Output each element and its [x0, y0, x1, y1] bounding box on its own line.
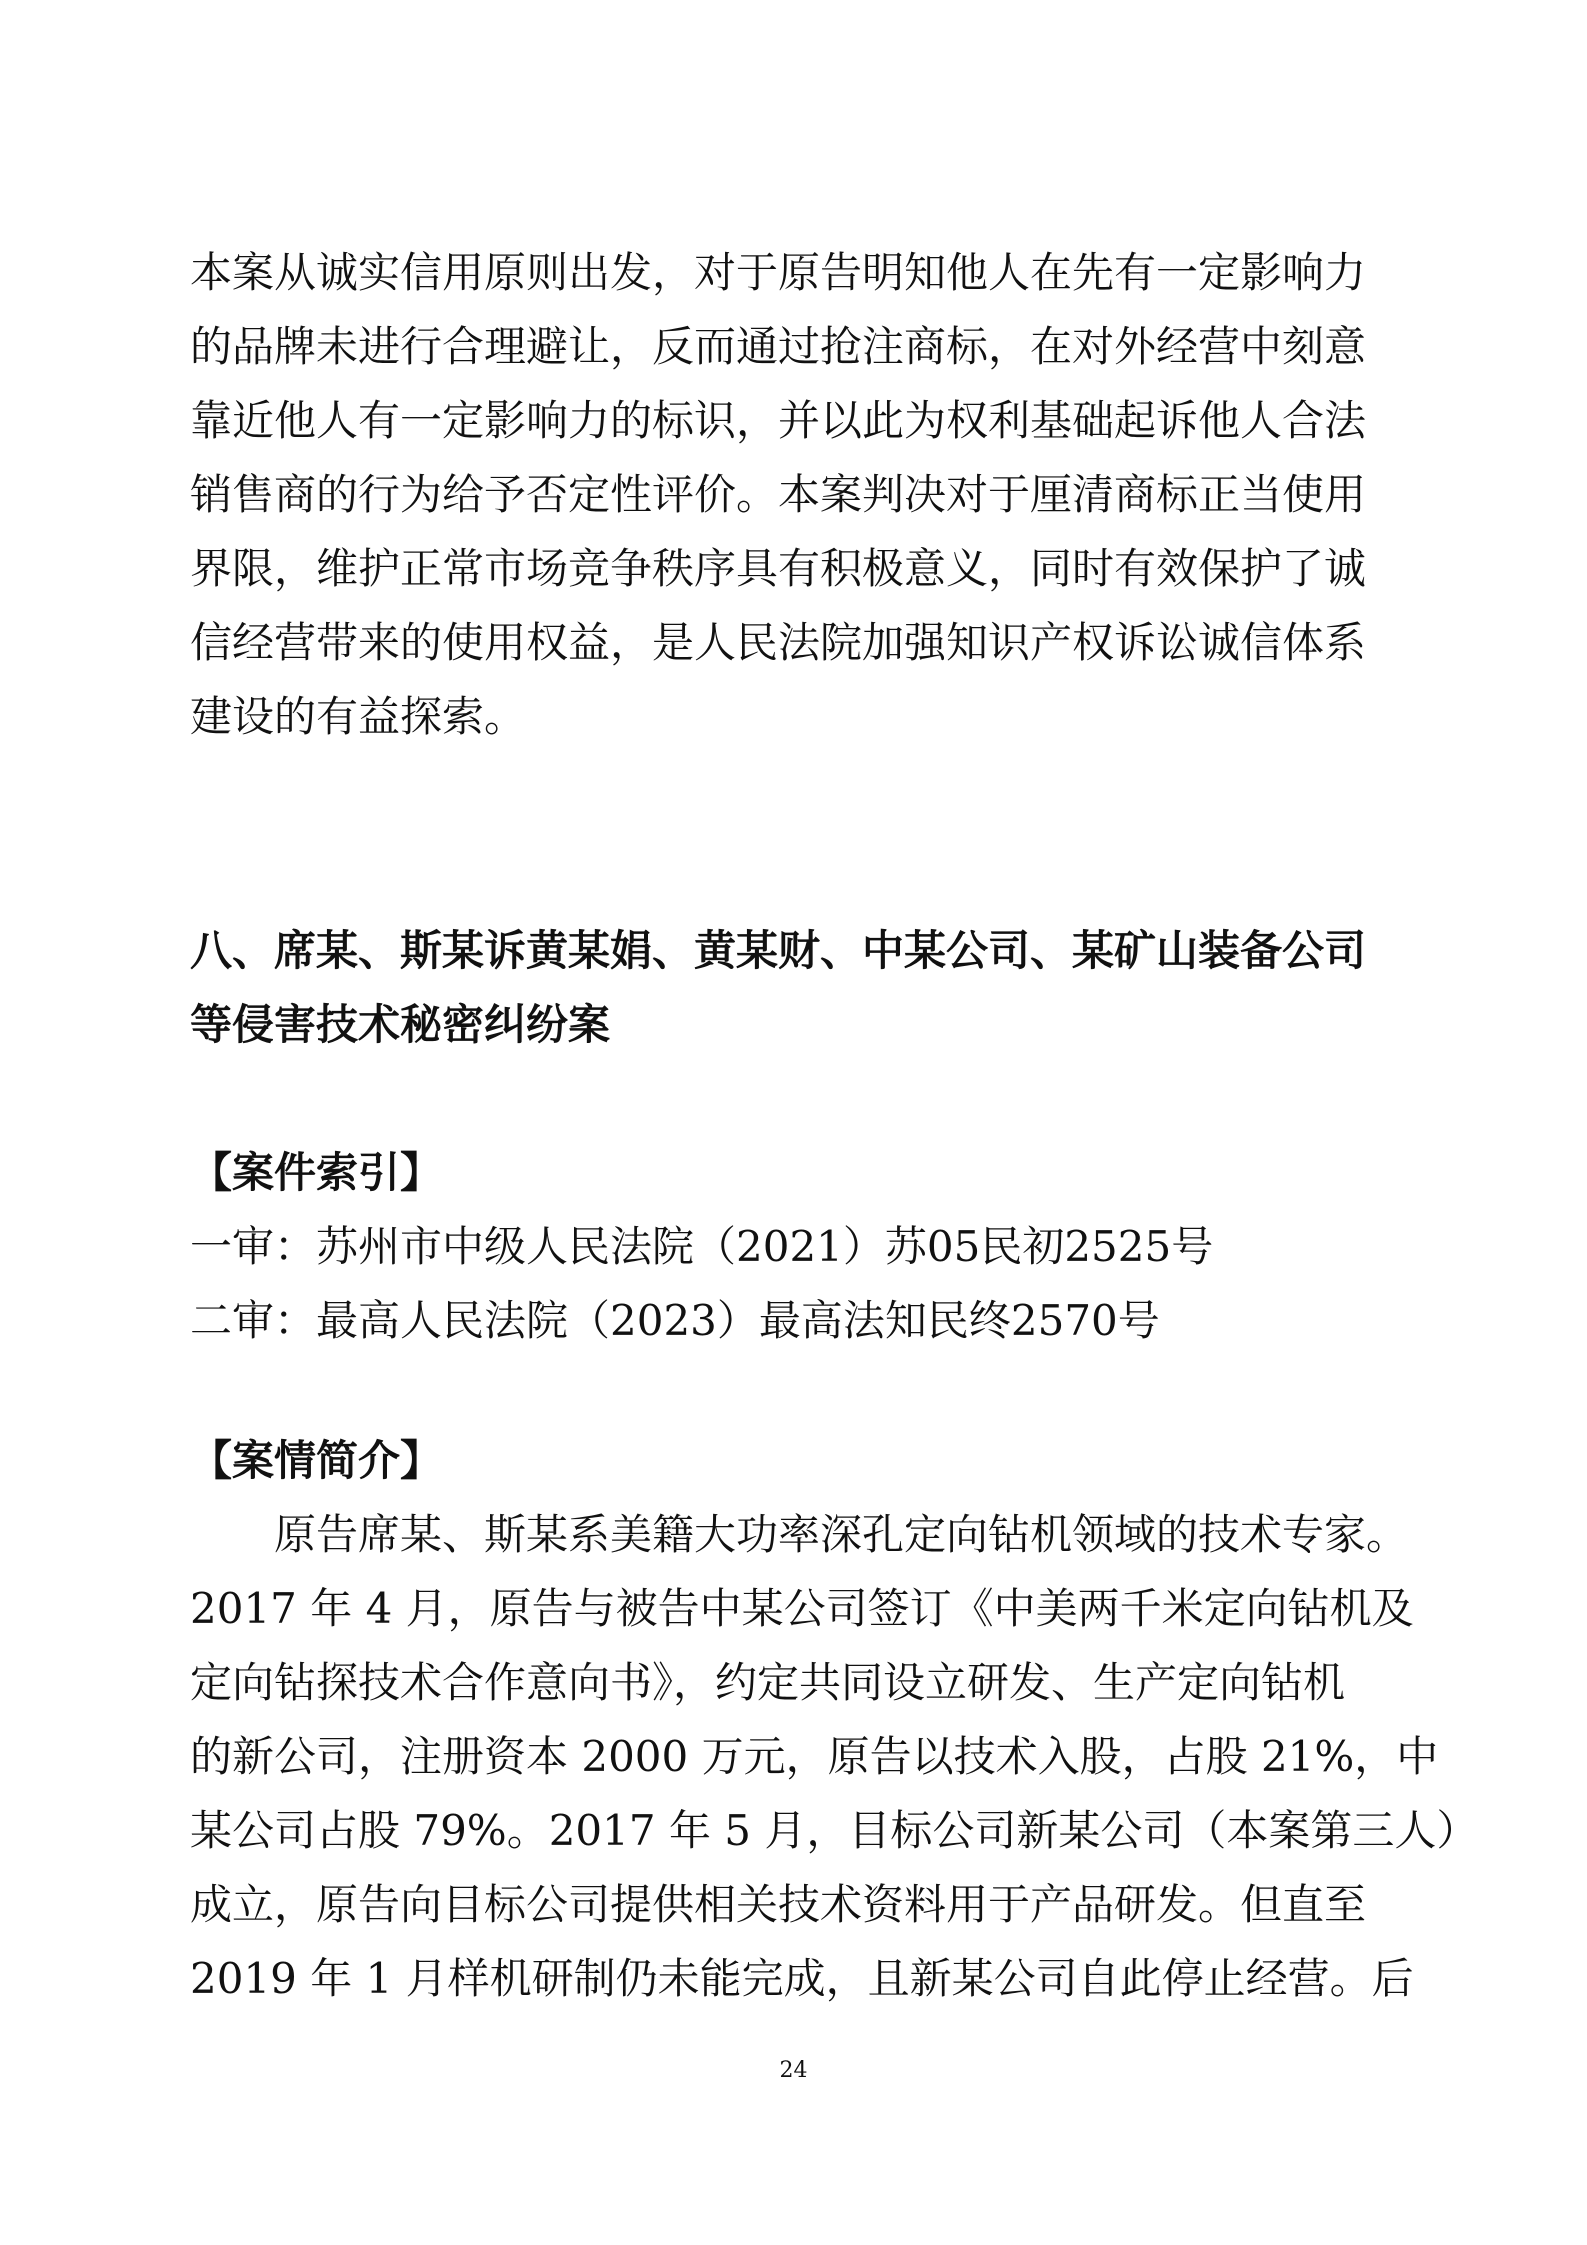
- summary-line-7: 2019 年 1 月样机研制仍未能完成，且新某公司自此停止经营。后: [190, 1954, 1414, 2003]
- case-summary-heading: 【案情简介】: [190, 1436, 443, 1485]
- intro-line-2: 的品牌未进行合理避让，反而通过抢注商标，在对外经营中刻意: [190, 322, 1367, 371]
- summary-line-4: 的新公司，注册资本 2000 万元，原告以技术入股，占股 21%，中: [190, 1732, 1439, 1781]
- section-title-line-2: 等侵害技术秘密纠纷案: [190, 1000, 611, 1049]
- first-instance-line: 一审：苏州市中级人民法院（2021）苏05民初2525号: [190, 1222, 1214, 1271]
- intro-line-7: 建设的有益探索。: [190, 692, 527, 741]
- section-title-line-1: 八、席某、斯某诉黄某娟、黄某财、中某公司、某矿山装备公司: [190, 926, 1367, 975]
- second-instance-line: 二审：最高人民法院（2023）最高法知民终2570号: [190, 1296, 1160, 1345]
- summary-line-2: 2017 年 4 月，原告与被告中某公司签订《中美两千米定向钻机及: [190, 1584, 1414, 1633]
- summary-line-6: 成立，原告向目标公司提供相关技术资料用于产品研发。但直至: [190, 1880, 1367, 1929]
- summary-line-5: 某公司占股 79%。2017 年 5 月，目标公司新某公司（本案第三人）: [190, 1806, 1479, 1855]
- intro-line-5: 界限，维护正常市场竞争秩序具有积极意义，同时有效保护了诚: [190, 544, 1367, 593]
- intro-line-4: 销售商的行为给予否定性评价。本案判决对于厘清商标正当使用: [190, 470, 1367, 519]
- intro-line-6: 信经营带来的使用权益，是人民法院加强知识产权诉讼诚信体系: [190, 618, 1367, 667]
- summary-line-3: 定向钻探技术合作意向书》，约定共同设立研发、生产定向钻机: [190, 1658, 1346, 1707]
- intro-line-1: 本案从诚实信用原则出发，对于原告明知他人在先有一定影响力: [190, 248, 1367, 297]
- page-number: 24: [779, 2058, 808, 2083]
- intro-line-3: 靠近他人有一定影响力的标识，并以此为权利基础起诉他人合法: [190, 396, 1367, 445]
- summary-line-1: 原告席某、斯某系美籍大功率深孔定向钻机领域的技术专家。: [274, 1510, 1409, 1559]
- case-index-heading: 【案件索引】: [190, 1148, 443, 1197]
